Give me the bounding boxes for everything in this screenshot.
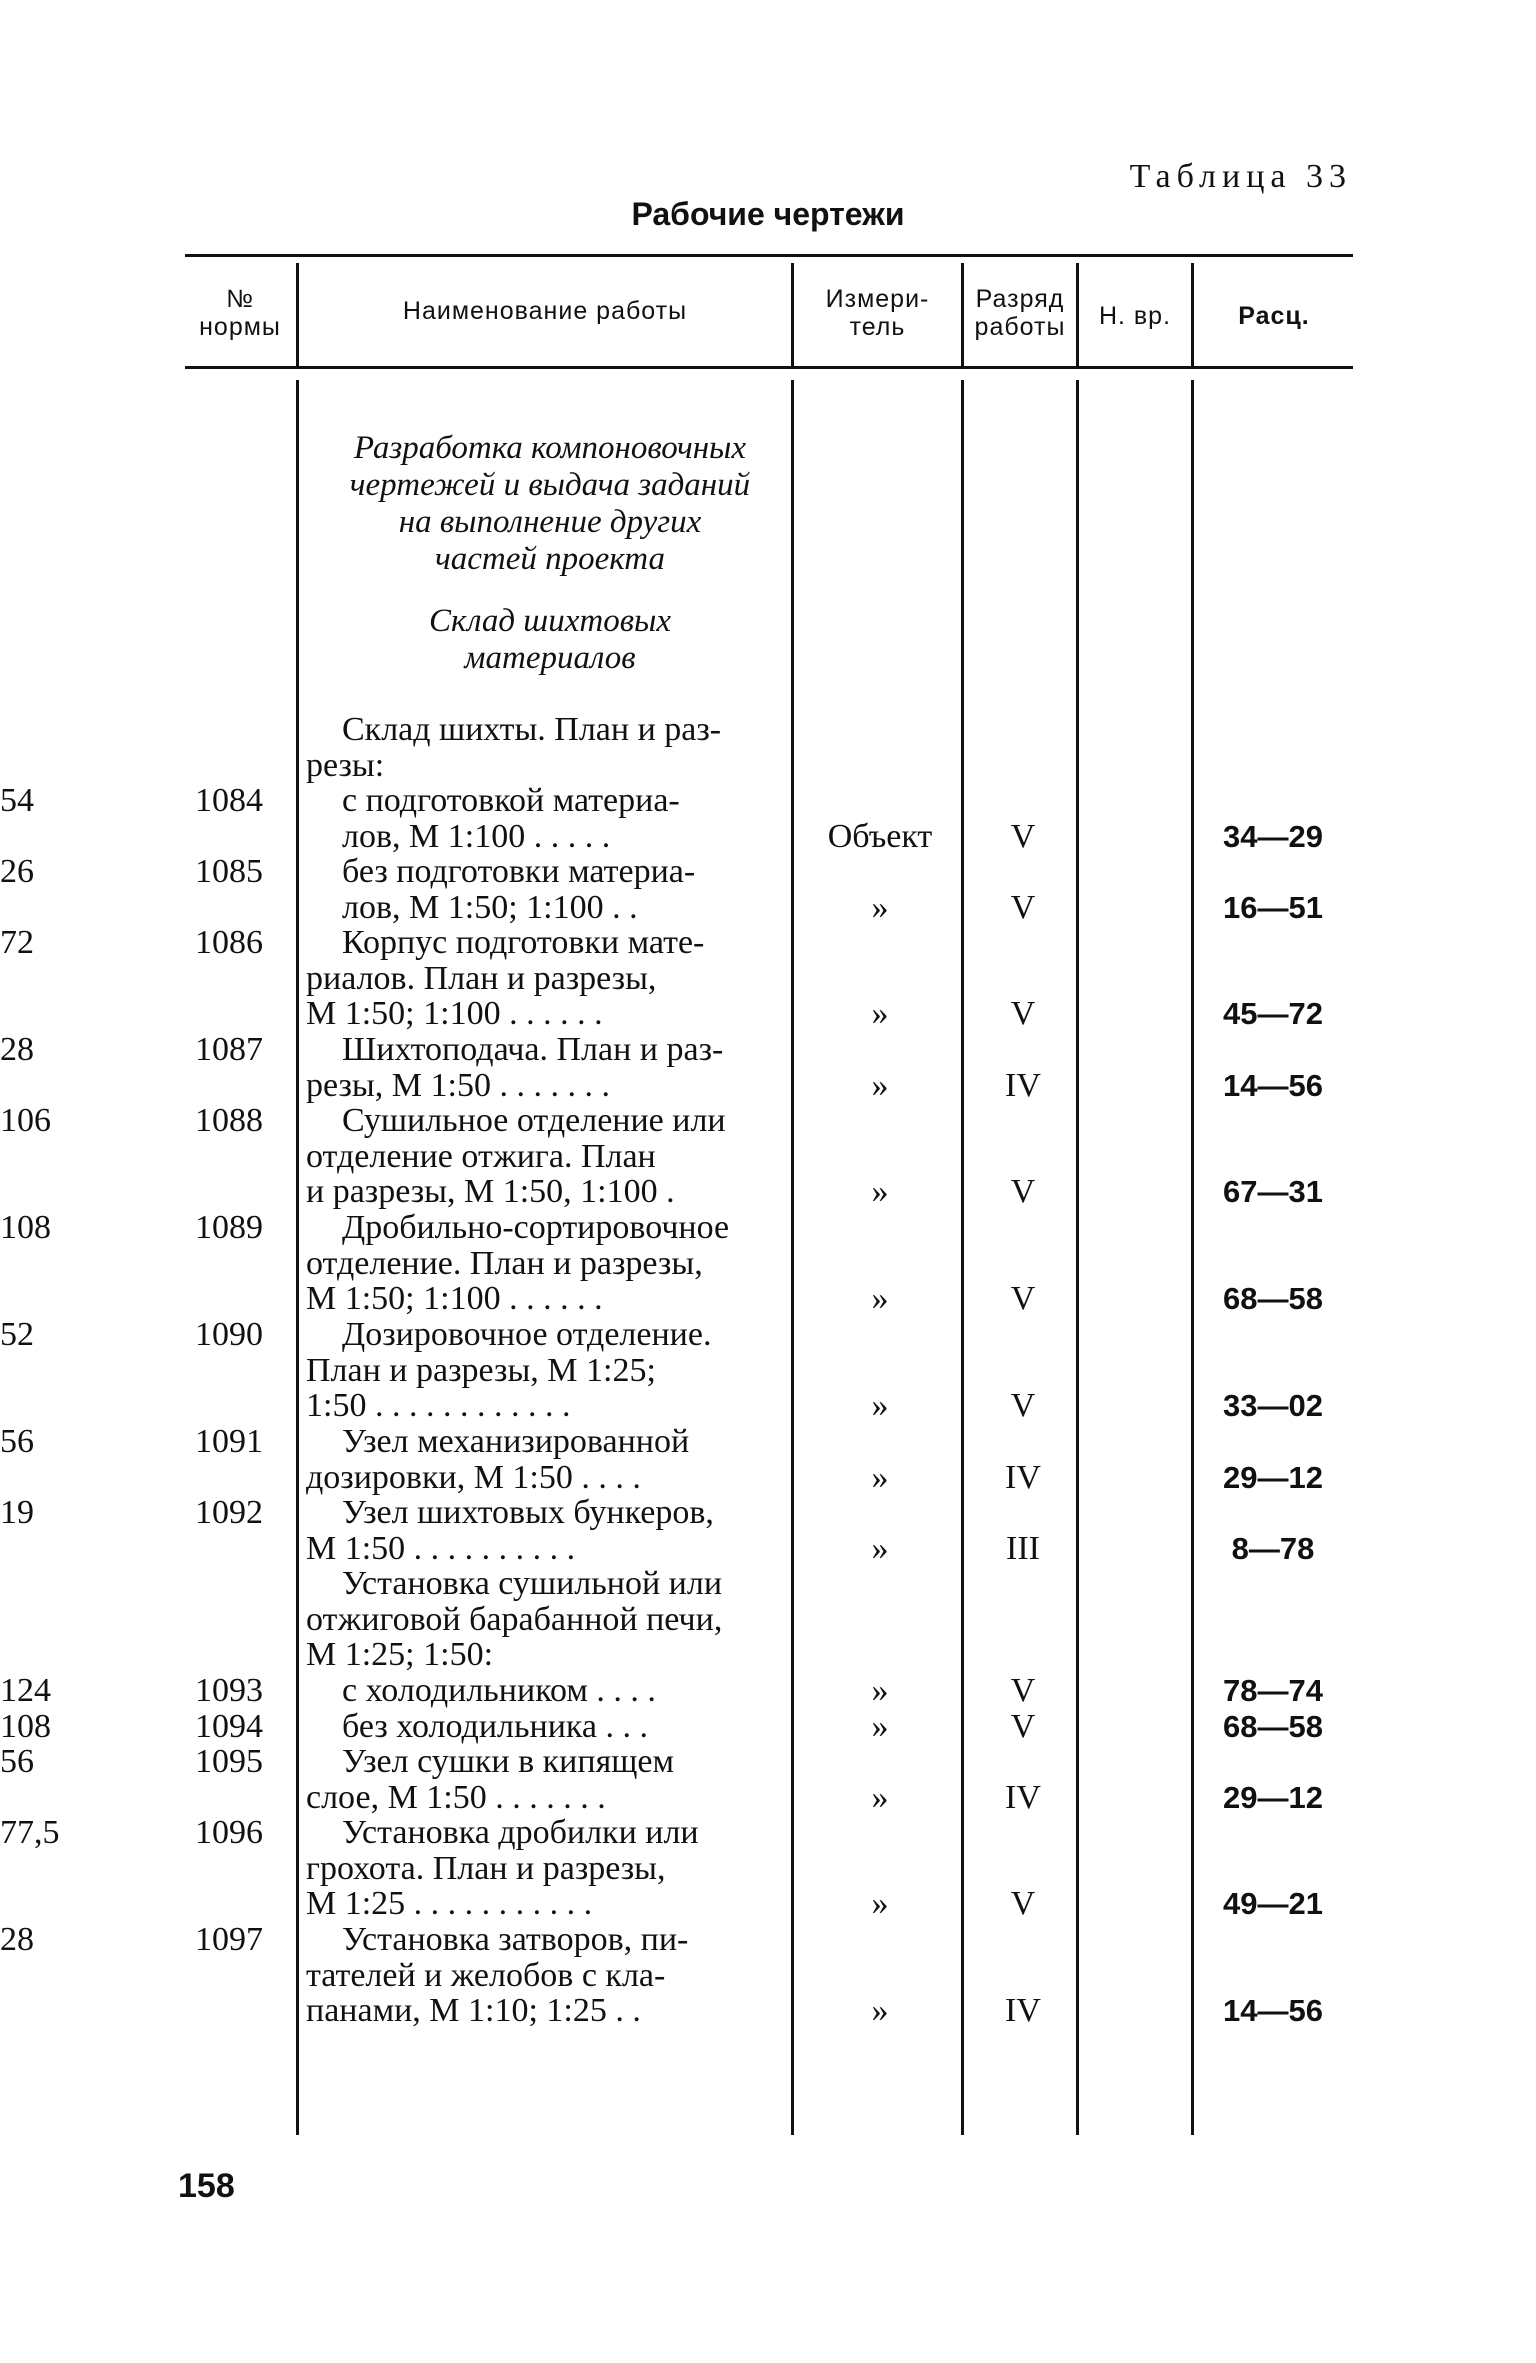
row-hours: 108 (0, 1209, 51, 1246)
page-title: Рабочие чертежи (631, 196, 905, 232)
header-measure-line1: Измери- (825, 285, 930, 313)
work-name-line: отделение. План и разрезы, (306, 1245, 703, 1281)
section-line: частей проекта (434, 541, 665, 577)
section-line: на выполнение других (398, 504, 702, 540)
row-price: 78—74 (1223, 1673, 1323, 1708)
row-number: 1092 (195, 1494, 263, 1531)
table-row (0, 925, 1536, 1032)
subsection-line: материалов (464, 640, 636, 676)
row-number: 1086 (195, 924, 263, 961)
row-grade: V (1010, 888, 1036, 926)
row-grade: III (1006, 1529, 1040, 1567)
work-name-line: М 1:50; 1:100 . . . . . . (306, 996, 603, 1032)
row-work-name (306, 1210, 780, 1317)
row-work-name (306, 783, 780, 854)
row-price: 45—72 (1223, 996, 1323, 1031)
row-hours: 19 (0, 1494, 34, 1531)
row-number: 1094 (195, 1708, 263, 1745)
row-measure: » (871, 1885, 889, 1922)
table-row (0, 783, 1536, 854)
row-work-name (306, 1317, 780, 1424)
row-hours: 72 (0, 924, 34, 961)
table-row (0, 1815, 1536, 1922)
row-work-name (306, 854, 780, 925)
subsection-line: Склад шихтовых (428, 603, 672, 639)
row-price: 16—51 (1223, 889, 1323, 925)
work-name-line: Установка дробилки или (342, 1815, 699, 1851)
row-price: 68—58 (1223, 1281, 1323, 1316)
table-row (0, 712, 1536, 783)
header-grade-line2: работы (974, 313, 1066, 341)
row-measure: » (871, 1992, 889, 2029)
work-name-line: без подготовки материа- (342, 854, 696, 890)
work-name-line: М 1:25 . . . . . . . . . . . (306, 1886, 593, 1922)
work-name-line: План и разрезы, М 1:25; (306, 1352, 656, 1388)
work-name-line: панами, М 1:10; 1:25 . . (306, 1993, 641, 2029)
work-name-line: отделение отжига. План (306, 1138, 656, 1174)
header-name: Наименование работы (402, 297, 688, 325)
row-work-name (306, 1495, 780, 1566)
header-divider (961, 263, 964, 366)
row-grade: V (1010, 1173, 1036, 1210)
work-name-line: с подготовкой материа- (342, 783, 680, 819)
section-line: Разработка компоновочных (353, 430, 747, 466)
work-name-line: Сушильное отделение или (342, 1103, 726, 1139)
row-hours: 124 (0, 1672, 51, 1709)
row-grade: V (1010, 817, 1036, 855)
header-measure-line2: тель (849, 313, 906, 341)
row-number: 1085 (195, 853, 263, 890)
row-grade: IV (1005, 1778, 1041, 1816)
header-divider (296, 263, 299, 366)
row-grade: IV (1005, 1066, 1041, 1104)
header-price: Расц. (1238, 302, 1310, 330)
header-divider (1191, 263, 1194, 366)
header-grade (965, 285, 1075, 341)
row-number: 1089 (195, 1209, 263, 1246)
row-grade: V (1010, 1280, 1036, 1317)
row-grade: V (1010, 1387, 1036, 1424)
work-name-line: резы, М 1:50 . . . . . . . (306, 1067, 610, 1103)
work-name-line: Дозировочное отделение. (342, 1317, 712, 1353)
table-number: Таблица 33 (1129, 158, 1352, 195)
table-row (0, 1709, 1536, 1745)
table-row (0, 1317, 1536, 1424)
row-work-name (306, 925, 780, 1032)
header-number-line2: нормы (199, 313, 281, 341)
header-divider (1076, 263, 1079, 366)
table-row (0, 1566, 1536, 1673)
row-grade: V (1010, 1708, 1036, 1745)
work-name-line: отжиговой барабанной печи, (306, 1601, 723, 1637)
table-row (0, 1424, 1536, 1495)
row-measure: » (871, 1066, 889, 1104)
row-hours: 108 (0, 1708, 51, 1745)
work-name-line: лов, М 1:50; 1:100 . . (342, 889, 638, 925)
work-name-line: Установка сушильной или (342, 1566, 723, 1602)
work-name-line: Установка затворов, пи- (342, 1922, 689, 1958)
work-name-line: Шихтоподача. План и раз- (342, 1032, 724, 1068)
row-work-name (306, 1566, 780, 1673)
work-name-line: и разрезы, М 1:50, 1:100 . (306, 1174, 675, 1210)
row-price: 14—56 (1223, 1993, 1323, 2028)
work-name-line: Узел сушки в кипящем (342, 1744, 674, 1780)
row-measure: » (871, 1778, 889, 1816)
row-grade: IV (1005, 1992, 1041, 2029)
work-name-line: М 1:25; 1:50: (306, 1637, 494, 1673)
work-name-line: Корпус подготовки мате- (342, 925, 705, 961)
row-work-name (306, 1673, 780, 1709)
header-bottom-rule (185, 366, 1353, 369)
row-number: 1090 (195, 1316, 263, 1353)
row-number: 1093 (195, 1672, 263, 1709)
row-grade: IV (1005, 1458, 1041, 1496)
row-measure: » (871, 888, 889, 926)
table-row (0, 1210, 1536, 1317)
page-number: 158 (178, 2167, 235, 2205)
work-name-line: М 1:50 . . . . . . . . . . (306, 1530, 576, 1566)
row-hours: 106 (0, 1102, 51, 1139)
table-row (0, 1673, 1536, 1709)
row-number: 1097 (195, 1921, 263, 1958)
work-name-line: М 1:50; 1:100 . . . . . . (306, 1281, 603, 1317)
header-divider (791, 263, 794, 366)
row-price: 29—12 (1223, 1779, 1323, 1815)
row-measure: » (871, 1458, 889, 1496)
row-work-name (306, 1424, 780, 1495)
table-row (0, 1103, 1536, 1210)
row-work-name (306, 712, 780, 783)
row-grade: V (1010, 995, 1036, 1032)
work-name-line: грохота. План и разрезы, (306, 1850, 666, 1886)
row-measure: » (871, 1280, 889, 1317)
section-line: чертежей и выдача заданий (349, 467, 751, 503)
row-grade: V (1010, 1672, 1036, 1709)
work-name-line: 1:50 . . . . . . . . . . . . (306, 1388, 571, 1424)
row-price: 29—12 (1223, 1459, 1323, 1495)
work-name-line: с холодильником . . . . (342, 1673, 656, 1709)
row-measure: » (871, 1387, 889, 1424)
row-number: 1084 (195, 782, 263, 819)
row-number: 1096 (195, 1814, 263, 1851)
row-work-name (306, 1103, 780, 1210)
row-price: 33—02 (1223, 1388, 1323, 1423)
row-number: 1091 (195, 1423, 263, 1460)
row-price: 8—78 (1231, 1530, 1315, 1566)
row-measure: » (871, 995, 889, 1032)
table-row (0, 1495, 1536, 1566)
table-row (0, 854, 1536, 925)
row-hours: 77,5 (0, 1814, 60, 1851)
table-row (0, 1744, 1536, 1815)
row-price: 67—31 (1223, 1174, 1323, 1209)
work-name-line: Узел механизированной (342, 1424, 690, 1460)
row-grade: V (1010, 1885, 1036, 1922)
header-number-line1: № (226, 285, 254, 313)
row-hours: 52 (0, 1316, 34, 1353)
row-measure: » (871, 1173, 889, 1210)
header-grade-line1: Разряд (975, 285, 1065, 313)
row-price: 34—29 (1223, 818, 1323, 854)
work-name-line: тателей и желобов с кла- (306, 1957, 666, 1993)
row-measure: Объект (827, 817, 933, 855)
work-name-line: резы: (306, 747, 385, 783)
row-hours: 26 (0, 853, 34, 890)
row-number: 1087 (195, 1031, 263, 1068)
row-number: 1088 (195, 1102, 263, 1139)
row-work-name (306, 1815, 780, 1922)
row-price: 68—58 (1223, 1709, 1323, 1744)
row-work-name (306, 1032, 780, 1103)
subsection-heading (300, 603, 800, 677)
row-hours: 28 (0, 1921, 34, 1958)
row-measure: » (871, 1708, 889, 1745)
work-name-line: лов, М 1:100 . . . . . (342, 818, 611, 854)
work-name-line: без холодильника . . . (342, 1709, 648, 1745)
work-name-line: слое, М 1:50 . . . . . . . (306, 1779, 606, 1815)
header-measure (795, 285, 960, 341)
row-price: 49—21 (1223, 1886, 1323, 1921)
work-name-line: дозировки, М 1:50 . . . . (306, 1459, 641, 1495)
row-work-name (306, 1709, 780, 1745)
row-work-name (306, 1744, 780, 1815)
row-hours: 54 (0, 782, 34, 819)
row-measure: » (871, 1529, 889, 1567)
row-number: 1095 (195, 1743, 263, 1780)
row-price: 14—56 (1223, 1067, 1323, 1103)
table-row (0, 1922, 1536, 2029)
row-measure: » (871, 1672, 889, 1709)
work-name-line: Склад шихты. План и раз- (342, 712, 722, 748)
row-hours: 28 (0, 1031, 34, 1068)
section-heading (300, 430, 800, 578)
row-work-name (306, 1922, 780, 2029)
work-name-line: Дробильно-сортировочное (342, 1210, 730, 1246)
row-hours: 56 (0, 1743, 34, 1780)
header-number (185, 285, 295, 341)
row-hours: 56 (0, 1423, 34, 1460)
work-name-line: риалов. План и разрезы, (306, 960, 657, 996)
work-name-line: Узел шихтовых бункеров, (342, 1495, 714, 1531)
table-row (0, 1032, 1536, 1103)
table-top-rule (185, 254, 1353, 257)
header-hours: Н. вр. (1098, 302, 1172, 330)
